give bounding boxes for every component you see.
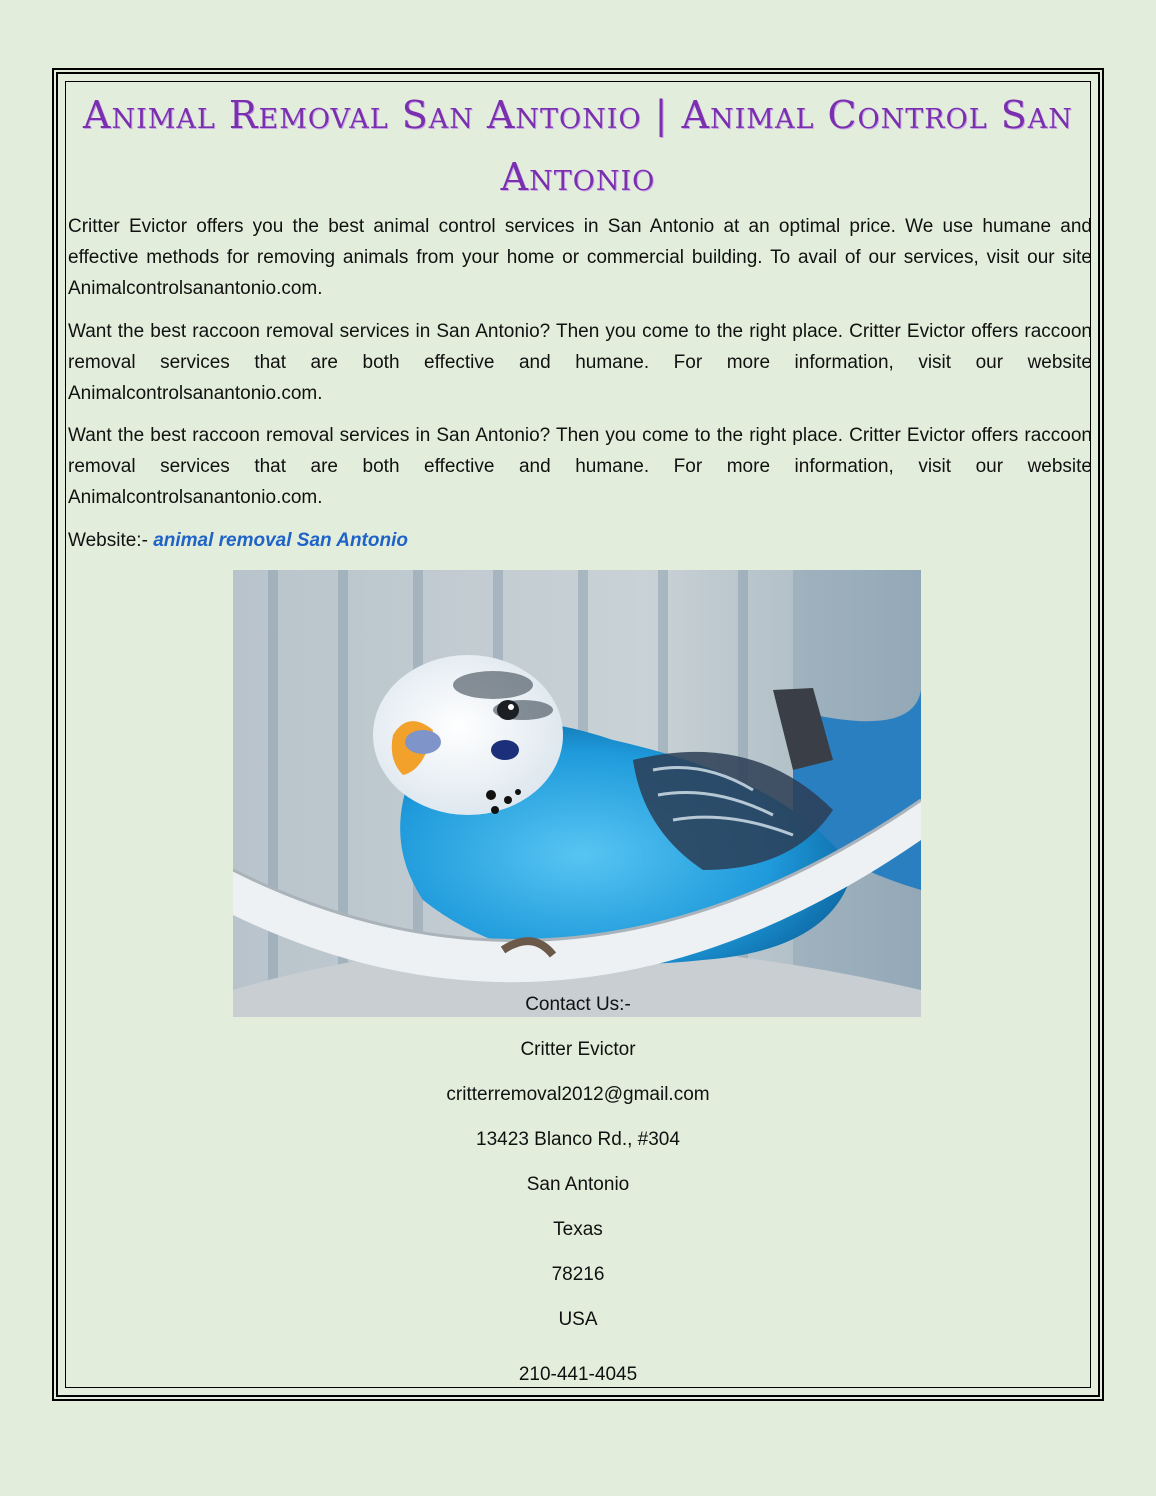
intro-paragraph: Critter Evictor offers you the best animal control services in San Antonio at an optimal price. We use humane and effective methods for removing animals from your home or commercial building. To avail of our services, visit our site Animalcontrolsanantonio.com. (68, 216, 1092, 299)
website-label: Website:- (68, 530, 154, 551)
contact-country: USA (558, 1309, 598, 1330)
page-title: Animal Removal San Antonio | Animal Control San Antonio (83, 93, 1073, 199)
contact-zip: 78216 (551, 1264, 605, 1285)
contact-address: 13423 Blanco Rd., #304 (476, 1129, 680, 1150)
raccoon-paragraph: Want the best raccoon removal services in San Antonio? Then you come to the right place. Critter Evictor offers raccoon removal services that are both effective and humane. For more information, visit our website Animalcontrolsanantonio.com. (68, 321, 1092, 404)
contact-heading: Contact Us:- (525, 994, 631, 1015)
contact-city: San Antonio (526, 1174, 630, 1195)
raccoon-paragraph-repeat: Want the best raccoon removal services in San Antonio? Then you come to the right place. Critter Evictor offers raccoon removal services that are both effective and humane. For more information, visit our website Animalcontrolsanantonio.com. (68, 425, 1092, 508)
contact-email[interactable]: critterremoval2012@gmail.com (446, 1084, 710, 1105)
website-link[interactable]: animal removal San Antonio (153, 530, 408, 551)
contact-company: Critter Evictor (520, 1039, 636, 1060)
contact-phone: 210-441-4045 (518, 1364, 638, 1385)
contact-state: Texas (553, 1219, 603, 1240)
budgie-photo (233, 570, 921, 1017)
website-line (68, 525, 408, 556)
